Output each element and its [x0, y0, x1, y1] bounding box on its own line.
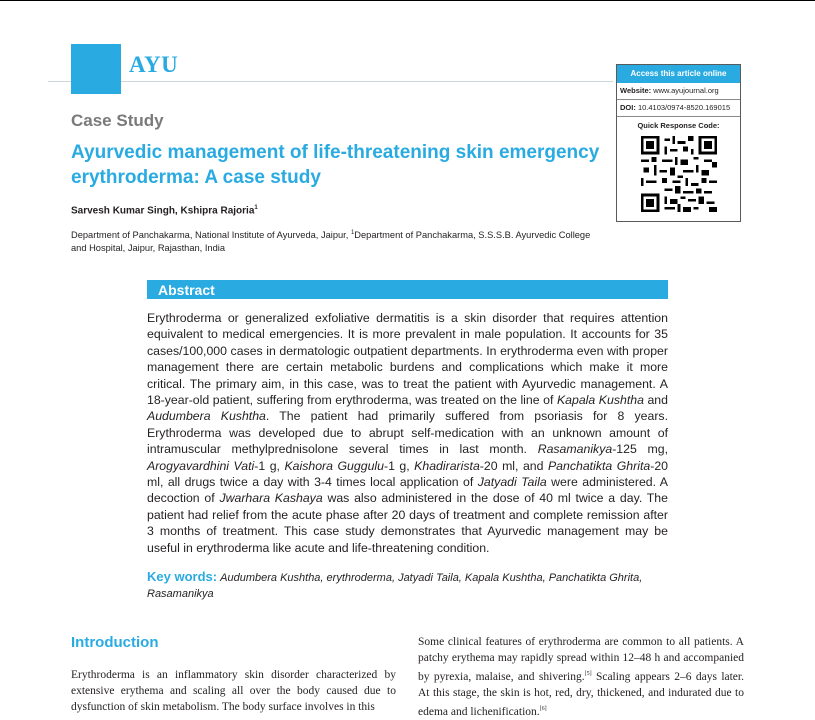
article-title: Ayurvedic management of life-threatening skin emergency erythroderma: A case study [71, 142, 600, 188]
qr-label: Quick Response Code: [637, 121, 720, 130]
abs-i2: Audumbera Kushtha [147, 409, 266, 424]
intro-right-text2: Scaling appears 2–6 days later. At this stage, the skin is hot, red, dry, thickened, and indurated due to edema and lichenification. [418, 670, 744, 718]
keywords [147, 569, 672, 602]
abs-t2: and [643, 393, 668, 408]
intro-left-column: Erythroderma is an inflammatory skin disorder characterized by extensive erythema and scaling all over the body caused due to dysfunction of skin metabolism. The body surface involves in this [71, 669, 396, 713]
abs-i6: Khadirarista [414, 458, 480, 473]
doi-label: DOI: [620, 103, 636, 112]
abs-i9: Jwarhara Kashaya [219, 491, 323, 506]
affil-part2: Department of Panchakarma, S.S.S.B. Ayurvedic College and Hospital, Jaipur, Rajasthan, India [71, 230, 591, 254]
abs-i7: Panchatikta Ghrita [547, 458, 651, 473]
abs-i4: Arogyavardhini Vati [147, 458, 255, 473]
journal-logo-block [71, 44, 121, 94]
website-link[interactable]: www.ayujournal.org [653, 86, 719, 95]
header-rule [48, 81, 613, 82]
qr-code-icon [641, 136, 717, 212]
website-label: Website: [620, 86, 652, 95]
introduction-heading: Introduction [71, 634, 159, 651]
abs-t7: -20 ml, and [479, 458, 548, 473]
abs-i3: Rasamanikya [537, 442, 613, 457]
intro-right-text: Some clinical features of erythroderma are common to all patients. A patchy erythema may rapidly spread within 12–48 h and accompanied by pyrexia, malaise, and shivering. [418, 636, 744, 683]
website-row [617, 83, 740, 100]
abs-t5: -1 g, [254, 458, 285, 473]
abstract-heading: Abstract [158, 282, 215, 298]
doi-row [617, 100, 740, 117]
journal-name: AYU [129, 52, 179, 77]
abs-t10: was also administered in the dose of 40 ml twice a day. The patient had relief from the acute phase after 20 days of treatment and complete remission after 3 months of treatment. This case study demonstrates that Ayurvedic management may be useful in erythroderma like acute and life-threatening condition. [147, 491, 668, 555]
abs-i5: Kaishora Guggulu [284, 458, 384, 473]
citation-6[interactable]: [6] [539, 705, 547, 712]
keywords-list: Audumbera Kushtha, erythroderma, Jatyadi Taila, Kapala Kushtha, Panchatikta Ghrita, Rasamanikya [147, 572, 643, 600]
affil-superscript: 1 [350, 230, 355, 236]
abs-t6: -1 g, [383, 458, 415, 473]
author-superscript: 1 [254, 205, 258, 211]
abstract-bar [147, 280, 668, 299]
doi-value: 10.4103/0974-8520.169015 [637, 103, 731, 112]
abs-t1: Erythroderma or generalized exfoliative dermatitis is a skin disorder that requires attention equivalent to medical emergencies. It is more prevalent in male population. It accounts for 35 cases/100,000 cases in dermatologic outpatient departments. In erythroderma even with proper management there are certain metabolic burdens and complications which make it more critical. The primary aim, in this case, was to treat the patient with Ayurvedic management. A 18-year-old patient, suffering from erythroderma, was treated on the line of [147, 311, 668, 408]
article-category: Case Study [71, 111, 164, 130]
citation-5[interactable]: [5] [584, 671, 592, 677]
authors-text: Sarvesh Kumar Singh, Kshipra Rajoria [71, 205, 255, 217]
abs-t8: -20 ml, all drugs twice a day with 3-4 times local application of [147, 458, 668, 490]
access-heading: Access this article online [617, 65, 740, 83]
access-article-box [616, 64, 741, 222]
keywords-label: Key words: [147, 569, 218, 584]
affil-part1: Department of Panchakarma, National Institute of Ayurveda, Jaipur, [71, 230, 349, 241]
page-top-border [0, 0, 815, 1]
abs-t4: -125 mg, [612, 442, 668, 457]
author-list [71, 205, 258, 216]
abs-i1: Kapala Kushtha [556, 393, 644, 408]
abs-t3: . The patient had primarily suffered from psoriasis for 8 years. Erythroderma was developed due to abrupt self-medication with an unknown amount of intramuscular methylprednisolone several times in last month. [147, 409, 668, 457]
affiliations [71, 227, 591, 255]
abs-t9: were administered. A decoction of [147, 475, 669, 506]
abstract-body [147, 310, 668, 556]
abs-i8: Jatyadi Taila [477, 475, 547, 490]
